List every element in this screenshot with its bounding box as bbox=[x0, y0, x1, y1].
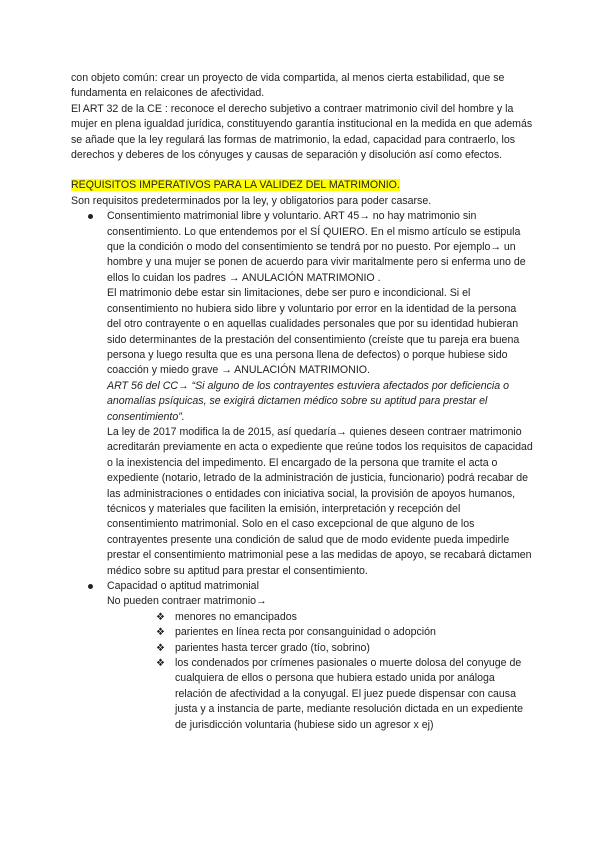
impediment-item bbox=[155, 610, 533, 625]
section-heading-wrap bbox=[71, 178, 533, 193]
impediment-text: menores no emancipados bbox=[175, 610, 297, 623]
section-lead: Son requisitos predeterminados por la ley, y obligatorios para poder casarse. bbox=[71, 194, 432, 207]
capacity-lead: No pueden contraer matrimonio→ bbox=[107, 595, 267, 608]
diamond-bullet-icon: ❖ bbox=[156, 627, 165, 639]
intro-paragraph-2: El ART 32 de la CE : reconoce el derecho subjetivo a contraer matrimonio civil del hombre y la mujer en plena igualdad jurídica, constituyendo garantía institucional en la medida en que además se añade que la ley regulará las formas de matrimonio, la edad, capacidad para contraerlo, los derechos y deberes de los cónyuges y causas de separación y disolución así como efectos. bbox=[71, 102, 533, 162]
impediment-item bbox=[155, 625, 533, 640]
diamond-bullet-icon: ❖ bbox=[156, 658, 165, 670]
requirement-capacity bbox=[71, 579, 533, 733]
impediment-text: los condenados por crímenes pasionales o muerte dolosa del conyuge de cualquiera de ellos o persona que hubiera estado unida por análoga relación de afectividad a la conyugal. El juez puede dispensar con causa justa y a instancia de parte, mediante resolución dictada en un expediente de jurisdicción voluntaria (hubiese sido un agresor x ej) bbox=[175, 657, 524, 731]
impediment-text: parientes en línea recta por consanguinidad o adopción bbox=[175, 626, 436, 639]
impediment-item bbox=[155, 656, 533, 733]
diamond-bullet-icon: ❖ bbox=[156, 611, 165, 623]
bullet-icon bbox=[88, 584, 93, 589]
consent-paragraph-ley2017: La ley de 2017 modifica la de 2015, así quedaría→ quienes deseen contraer matrimonio acreditarán previamente en acta o expediente que reúne todos los requisitos de capacidad o la inexistencia del impedimento. El encargado de la persona que tramite el acta o expediente (notario, letrado de la administración de justicia, funcionario) podrá recabar de las administraciones o entidades con iniciativa social, la provisión de apoyos humanos, técnicos y materiales que faciliten la emisión, interpretación y recepción del consentimiento matrimonial. Solo en el caso excepcional de que alguno de los contrayentes presente una condición de salud que de modo evidente pueda impedirle prestar el consentimiento matrimonial pese a las medidas de apoyo, se recabará dictamen médico sobre su aptitud para prestar el consentimiento. bbox=[107, 425, 533, 577]
impediment-item bbox=[155, 641, 533, 656]
diamond-bullet-icon: ❖ bbox=[156, 642, 165, 654]
intro-paragraph-1: con objeto común: crear un proyecto de vida compartida, al menos cierta estabilidad, que se fundamenta en relaicones de afectividad. bbox=[71, 72, 505, 100]
section-heading: REQUISITOS IMPERATIVOS PARA LA VALIDEZ DEL MATRIMONIO. bbox=[71, 179, 400, 192]
requirements-list bbox=[71, 209, 533, 733]
bullet-icon bbox=[88, 214, 93, 219]
impediments-list bbox=[107, 610, 533, 733]
consent-paragraph-2: El matrimonio debe estar sin limitaciones, debe ser puro e incondicional. Si el consentimiento no hubiera sido libre y voluntario por error en la identidad de la persona del otro contrayente o en aquellas cualidades personales que por su identidad hubieran sido determinantes de la prestación del consentimiento (creíste que tu pareja era buena persona y luego resulta que es una persona llena de defectos) o porque hubiese sido coacción y miedo grave → ANULACIÓN MATRIMONIO. bbox=[107, 287, 520, 377]
requirement-consent bbox=[71, 209, 533, 579]
impediment-text: parientes hasta tercer grado (tío, sobrino) bbox=[175, 641, 370, 654]
capacity-title: Capacidad o aptitud matrimonial bbox=[107, 580, 259, 592]
consent-paragraph-1: Consentimiento matrimonial libre y voluntario. ART 45→ no hay matrimonio sin consentimiento. Lo que entendemos por el SÍ QUIERO. En el mismo artículo se estipula que la condición o modo del consentimiento se tendrá por no puesto. Por ejemplo→ un hombre y una mujer se ponen de acuerdo para vivir maritalmente pero si enferma uno de ellos lo cuidan los padres → ANULACIÓN MATRIMONIO . bbox=[107, 210, 526, 284]
consent-paragraph-art56: ART 56 del CC→ “Si alguno de los contrayentes estuviera afectados por deficiencia o anomalías psíquicas, se exigirá dictamen médico sobre su aptitud para prestar el consentimiento”. bbox=[107, 379, 509, 423]
document-page bbox=[71, 71, 533, 733]
